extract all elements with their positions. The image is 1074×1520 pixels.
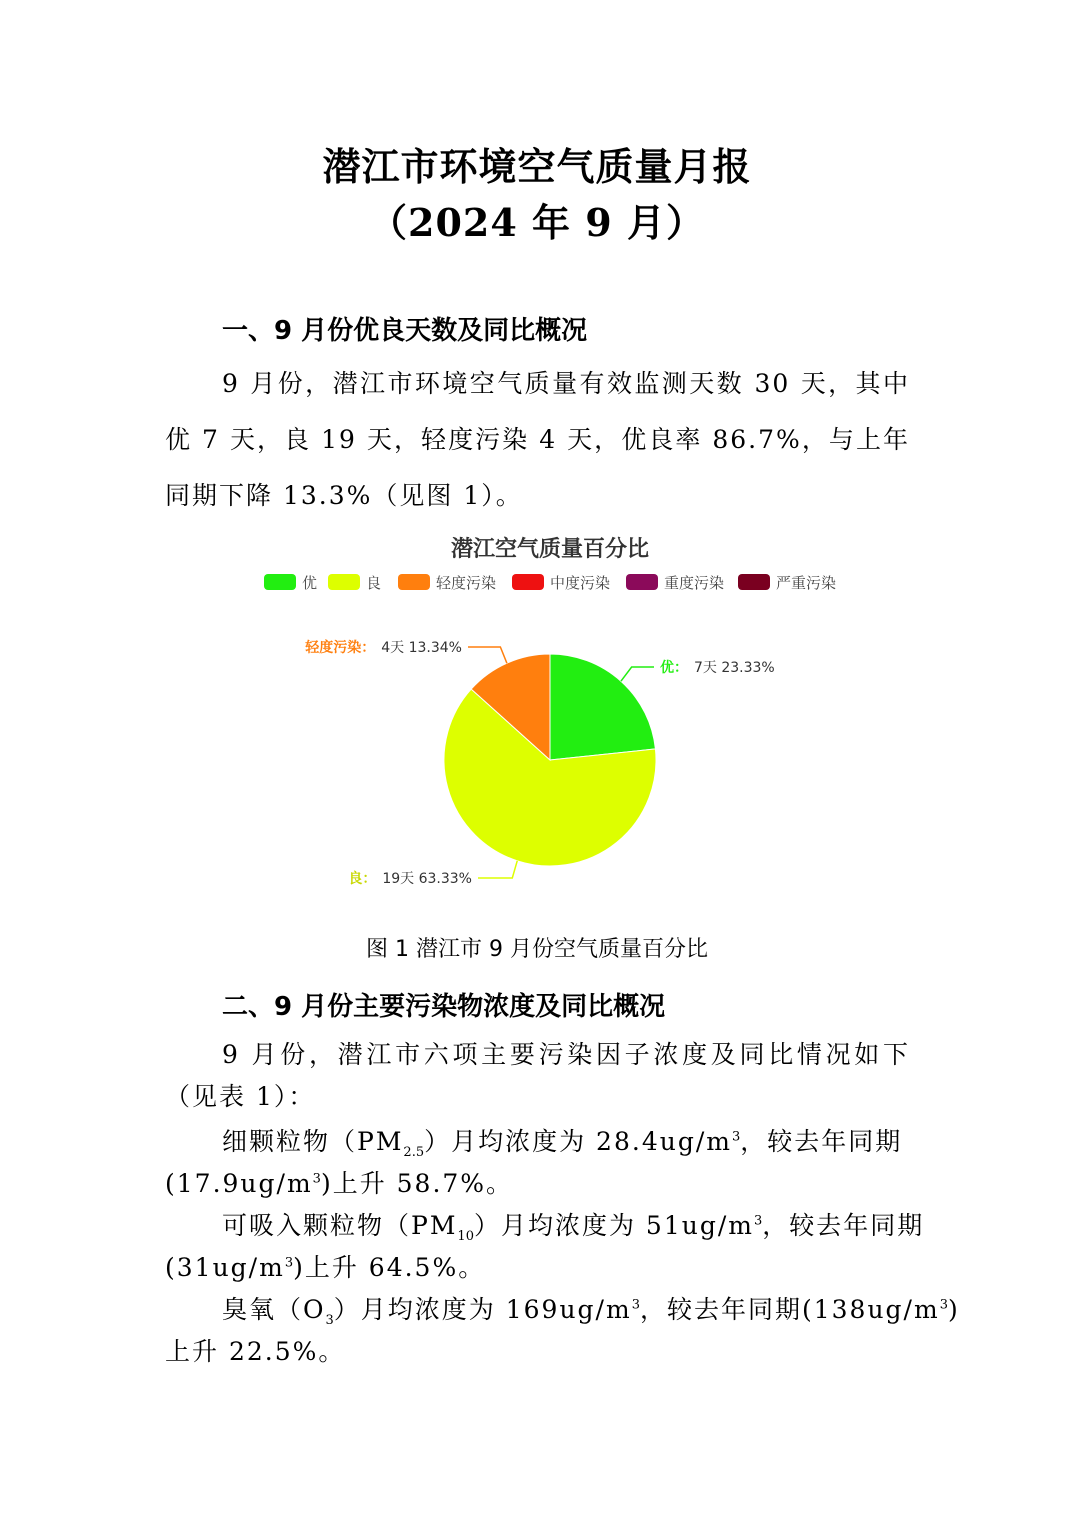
- o3-line2: 上升 22.5%。: [165, 1337, 346, 1366]
- legend-swatch-5: [738, 574, 770, 590]
- slice-label-1: 良： 19天 63.33%: [348, 871, 472, 887]
- slice-label-0: 优： 7天 23.33%: [660, 660, 775, 676]
- pie-slice-0: [550, 654, 655, 760]
- pm25-line1: 细颗粒物$(PM_{2.5})$月均浓度为 $28.4ug/m^3$，较去年同期: [222, 1127, 903, 1160]
- figure-caption: 图 1 潜江市 9 月份空气质量百分比: [366, 937, 708, 962]
- legend-swatch-0: [264, 574, 296, 590]
- pm10-line1: 可吸入颗粒物$(PM_{10})$月均浓度为 $51ug/m^3$，较去年同期: [222, 1211, 925, 1244]
- chart-title: 潜江空气质量百分比: [450, 537, 650, 562]
- legend-label-1: 良: [366, 574, 382, 592]
- legend-swatch-3: [512, 574, 544, 590]
- legend-label-3: 中度污染: [550, 574, 611, 592]
- legend-label-5: 严重污染: [776, 574, 837, 592]
- legend-swatch-4: [626, 574, 658, 590]
- legend-swatch-1: [328, 574, 360, 590]
- slice-label-2: 轻度污染： 4天 13.34%: [305, 640, 462, 656]
- pm25-line2: $(17.9ug/m^3)$上升 58.7%。: [165, 1169, 514, 1198]
- legend-label-2: 轻度污染: [436, 574, 497, 592]
- leader-line-1: [478, 861, 517, 878]
- report-title: 潜江市环境空气质量月报: [322, 144, 752, 189]
- section1-heading: 一、9 月份优良天数及同比概况: [222, 316, 588, 346]
- report-subtitle: （2024 年 9 月）: [369, 200, 705, 245]
- section2-heading: 二、9 月份主要污染物浓度及同比概况: [222, 992, 666, 1022]
- legend-swatch-2: [398, 574, 430, 590]
- pm10-line2: $(31ug/m^3)$上升 64.5%。: [165, 1253, 486, 1282]
- section2-intro: 9 月份，潜江市六项主要污染因子浓度及同比情况如下（见表 1）：: [165, 1040, 910, 1111]
- legend-label-0: 优: [302, 574, 318, 592]
- legend-label-4: 重度污染: [664, 574, 725, 592]
- section1-paragraph: 9 月份，潜江市环境空气质量有效监测天数 30 天，其中优 7 天，良 19 天，轻度污染 4 天，优良率 86.7%，与上年同期下降 13.3%（见图 1）。: [165, 369, 910, 510]
- chart-legend: [264, 574, 836, 592]
- leader-line-2: [468, 647, 507, 663]
- pie-slices: [444, 654, 656, 866]
- leader-line-0: [621, 667, 654, 681]
- o3-line1: 臭氧$(O_3)$月均浓度为 $169ug/m^3$，较去年同期$(138ug/m^3)$: [222, 1295, 960, 1328]
- pie-chart: [240, 528, 860, 898]
